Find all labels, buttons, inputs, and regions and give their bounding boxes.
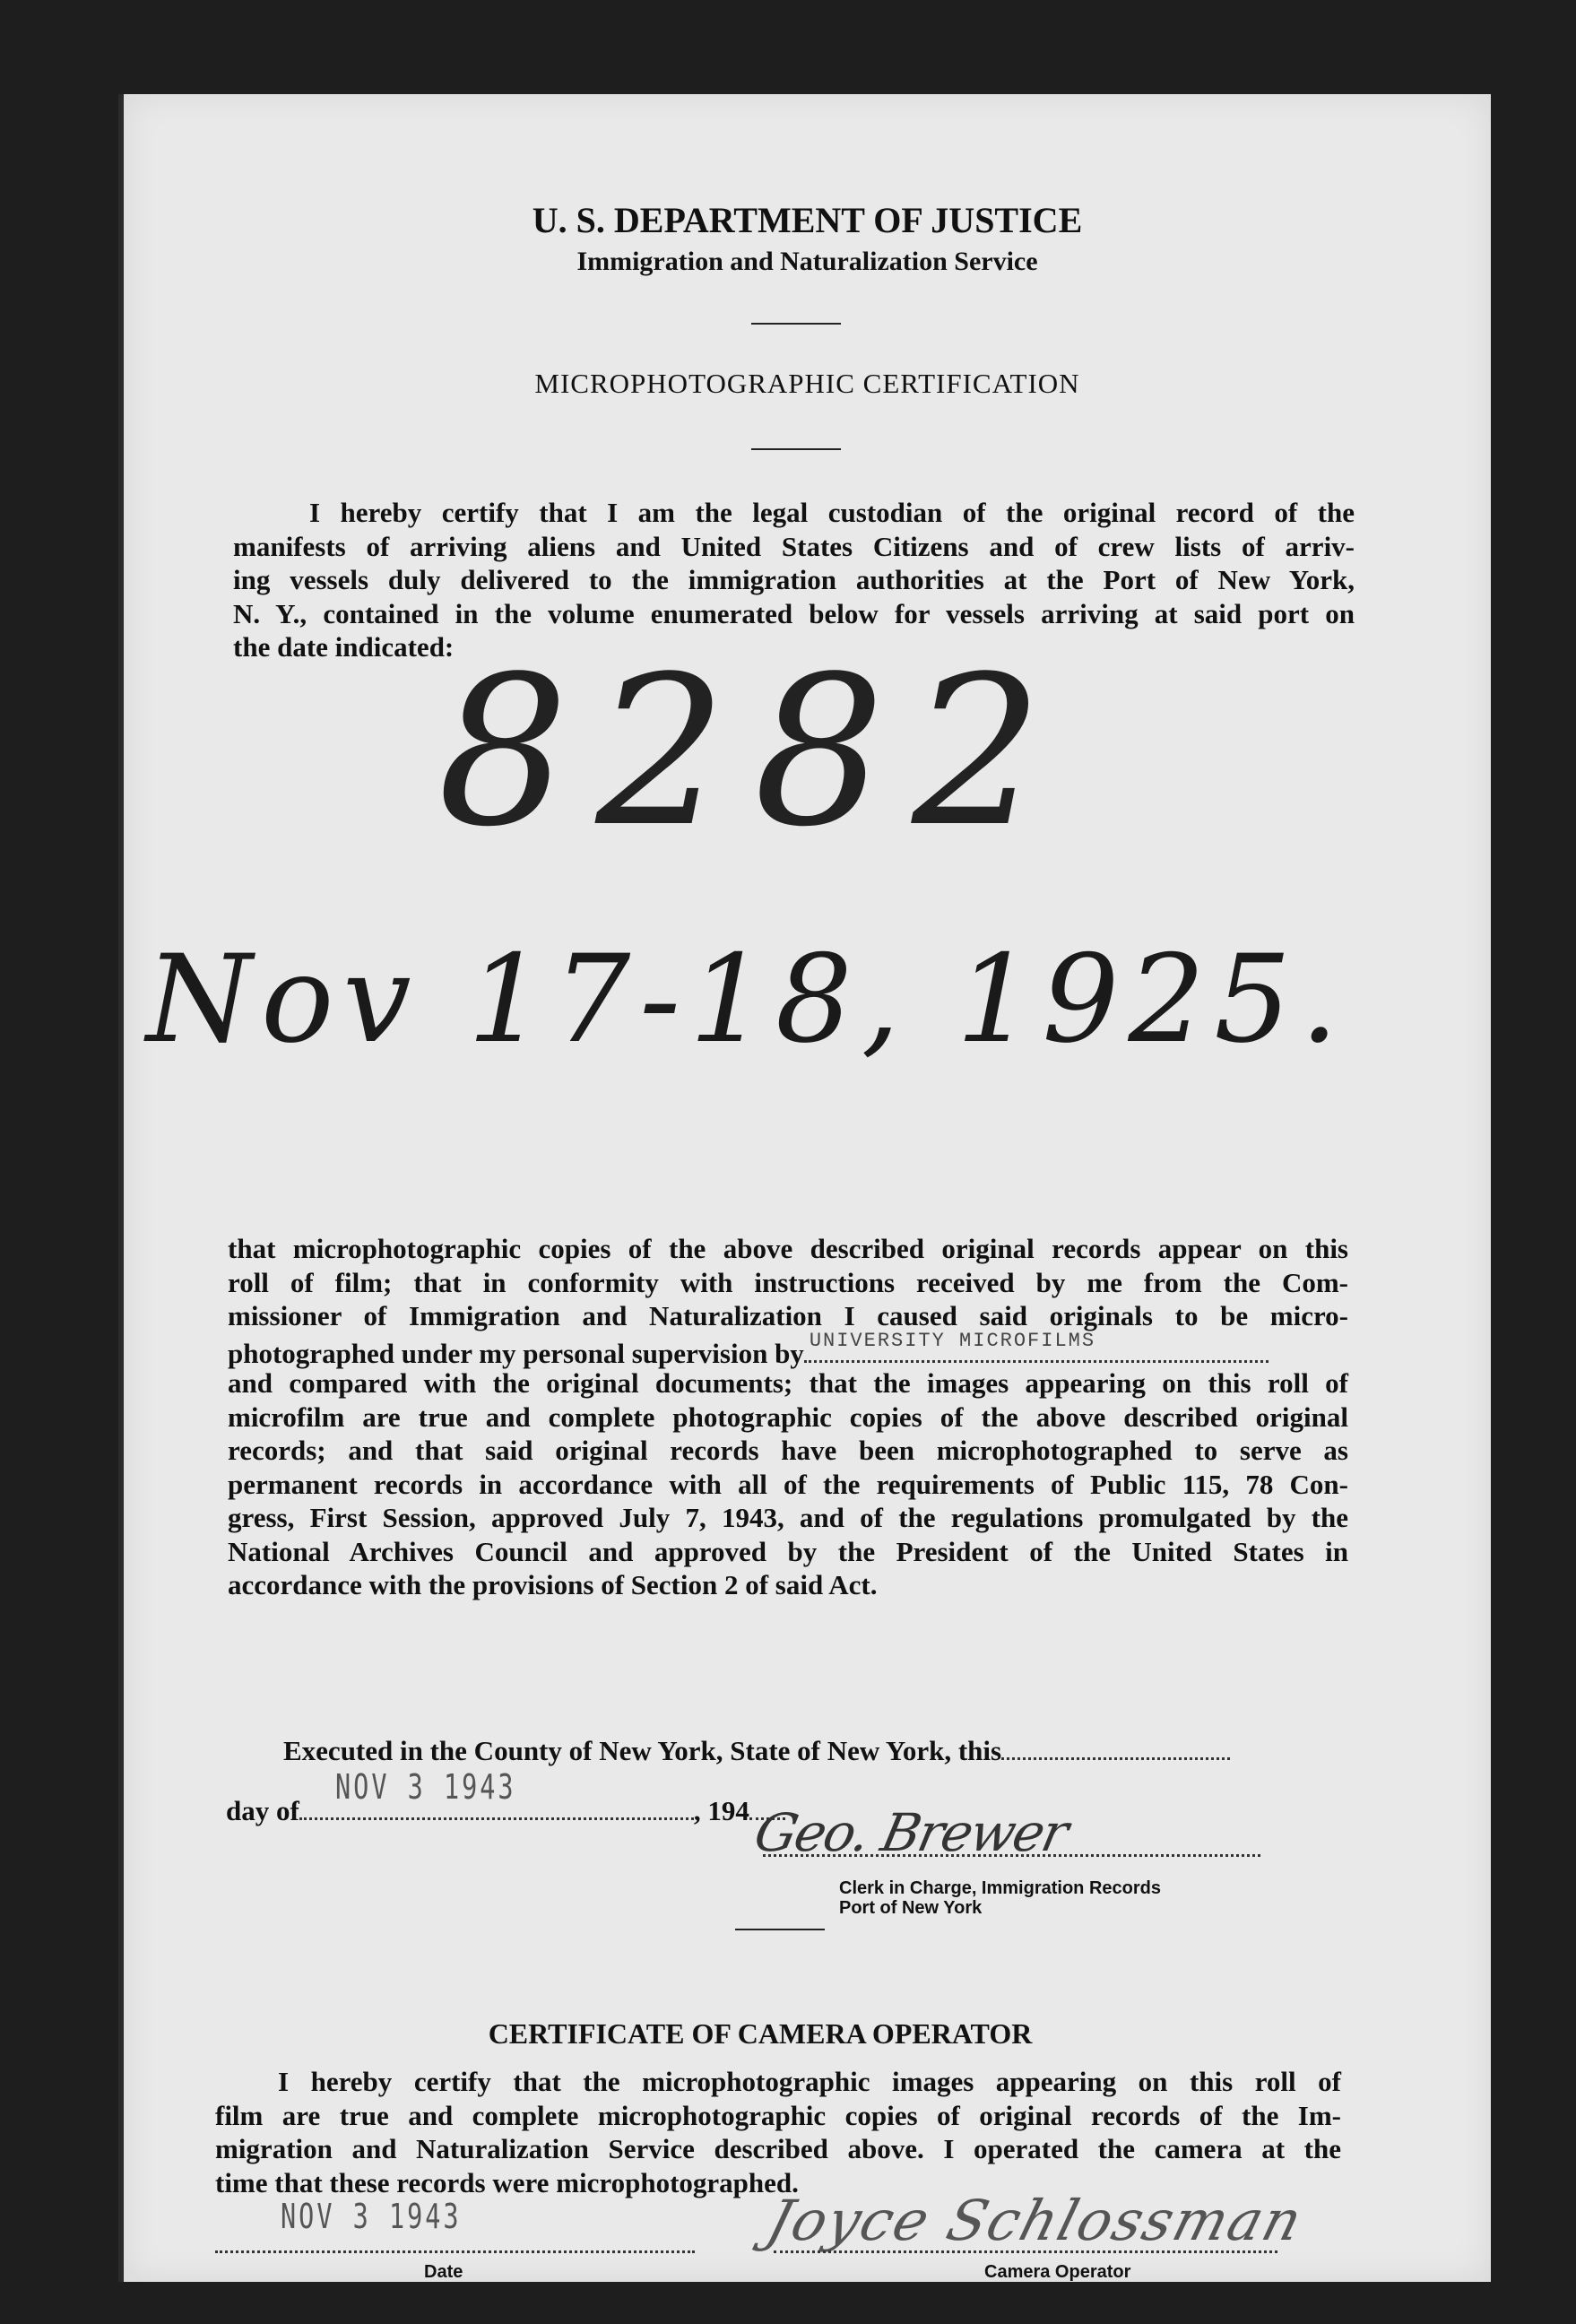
text-line: permanent records in accordance with all of the requirements of Public 115, 78 Con- [228, 1468, 1348, 1500]
supervision-line [228, 1329, 1348, 1369]
date-line [215, 2250, 695, 2253]
year-prefix: , 194 [693, 1795, 749, 1826]
date-label: Date [424, 2262, 463, 2282]
text-line: migration and Naturalization Service described above. I operated the camera at the [215, 2133, 1341, 2164]
supervision-prefix: photographed under my personal supervision by [228, 1337, 804, 1369]
handwritten-arrival-date: Nov 17-18, 1925. [146, 929, 1348, 1070]
executed-line [283, 1732, 1350, 1768]
clerk-signature-line [763, 1854, 1260, 1857]
text-line: film are true and complete microphotographic copies of original records of the Im- [215, 2099, 1341, 2131]
day-of-stamp: NOV 3 1943 [334, 1767, 516, 1807]
clerk-signature: Geo. Brewer [749, 1802, 1073, 1863]
executed-text: Executed in the County of New York, State of New York, this [283, 1735, 1002, 1766]
clerk-title-line-1: Clerk in Charge, Immigration Records [839, 1878, 1161, 1898]
certification-title: MICROPHOTOGRAPHIC CERTIFICATION [534, 368, 1080, 399]
certificate-page [118, 94, 1491, 2282]
operator-signature-line [774, 2250, 1277, 2253]
day-of-label: day of [226, 1795, 299, 1826]
clerk-title-line-2: Port of New York [839, 1898, 983, 1918]
text-line: roll of film; that in conformity with instructions received by me from the Com- [228, 1266, 1348, 1298]
camera-certificate-title: CERTIFICATE OF CAMERA OPERATOR [488, 2017, 1033, 2050]
divider [735, 1929, 825, 1930]
operator-signature: Joyce Schlossman [760, 2188, 1311, 2253]
divider [751, 323, 841, 325]
service-heading: Immigration and Naturalization Service [576, 247, 1038, 276]
text-line: manifests of arriving aliens and United States Citizens and of crew lists of arriv- [233, 530, 1355, 562]
camera-paragraph [215, 2065, 1341, 2199]
text-line: records; and that said original records have been microphotographed to serve as [228, 1435, 1348, 1466]
supervision-blank [804, 1329, 1269, 1363]
text-line: I hereby certify that the microphotographic images appearing on this roll of [278, 2066, 1341, 2097]
text-line: accordance with the provisions of Section 2 of said Act. [228, 1569, 878, 1600]
divider [751, 448, 841, 450]
text-line: National Archives Council and approved by the President of the United States in [228, 1535, 1348, 1567]
text-line: microfilm are true and complete photographic copies of the above described original [228, 1400, 1348, 1433]
text-line: missioner of Immigration and Naturalization I caused said originals to be micro- [228, 1300, 1348, 1331]
text-line: I hereby certify that I am the legal custodian of the original record of the [309, 497, 1355, 528]
text-line: the date indicated: [233, 631, 455, 663]
operator-label: Camera Operator [984, 2262, 1131, 2282]
handwritten-volume-number: 8282 [437, 633, 1070, 872]
text-line: and compared with the original documents; that the images appearing on this roll of [228, 1367, 1348, 1399]
clerk-title [839, 1878, 1161, 1918]
text-line: ing vessels duly delivered to the immigration authorities at the Port of New York, [233, 564, 1355, 595]
text-line: that microphotographic copies of the above described original records appear on this [228, 1233, 1348, 1264]
executed-blank [1001, 1732, 1230, 1760]
department-heading: U. S. DEPARTMENT OF JUSTICE [532, 200, 1083, 240]
text-line: gress, First Session, approved July 7, 1943, and of the regulations promulgated by the [228, 1502, 1348, 1533]
supervision-value: UNIVERSITY MICROFILMS [809, 1329, 1096, 1352]
body-paragraph [228, 1232, 1348, 1602]
day-of-blank [299, 1767, 694, 1820]
date-stamp: NOV 3 1943 [281, 2197, 462, 2236]
text-line: time that these records were microphotographed. [215, 2166, 799, 2198]
text-line: N. Y., contained in the volume enumerated below for vessels arriving at said port on [233, 597, 1355, 629]
